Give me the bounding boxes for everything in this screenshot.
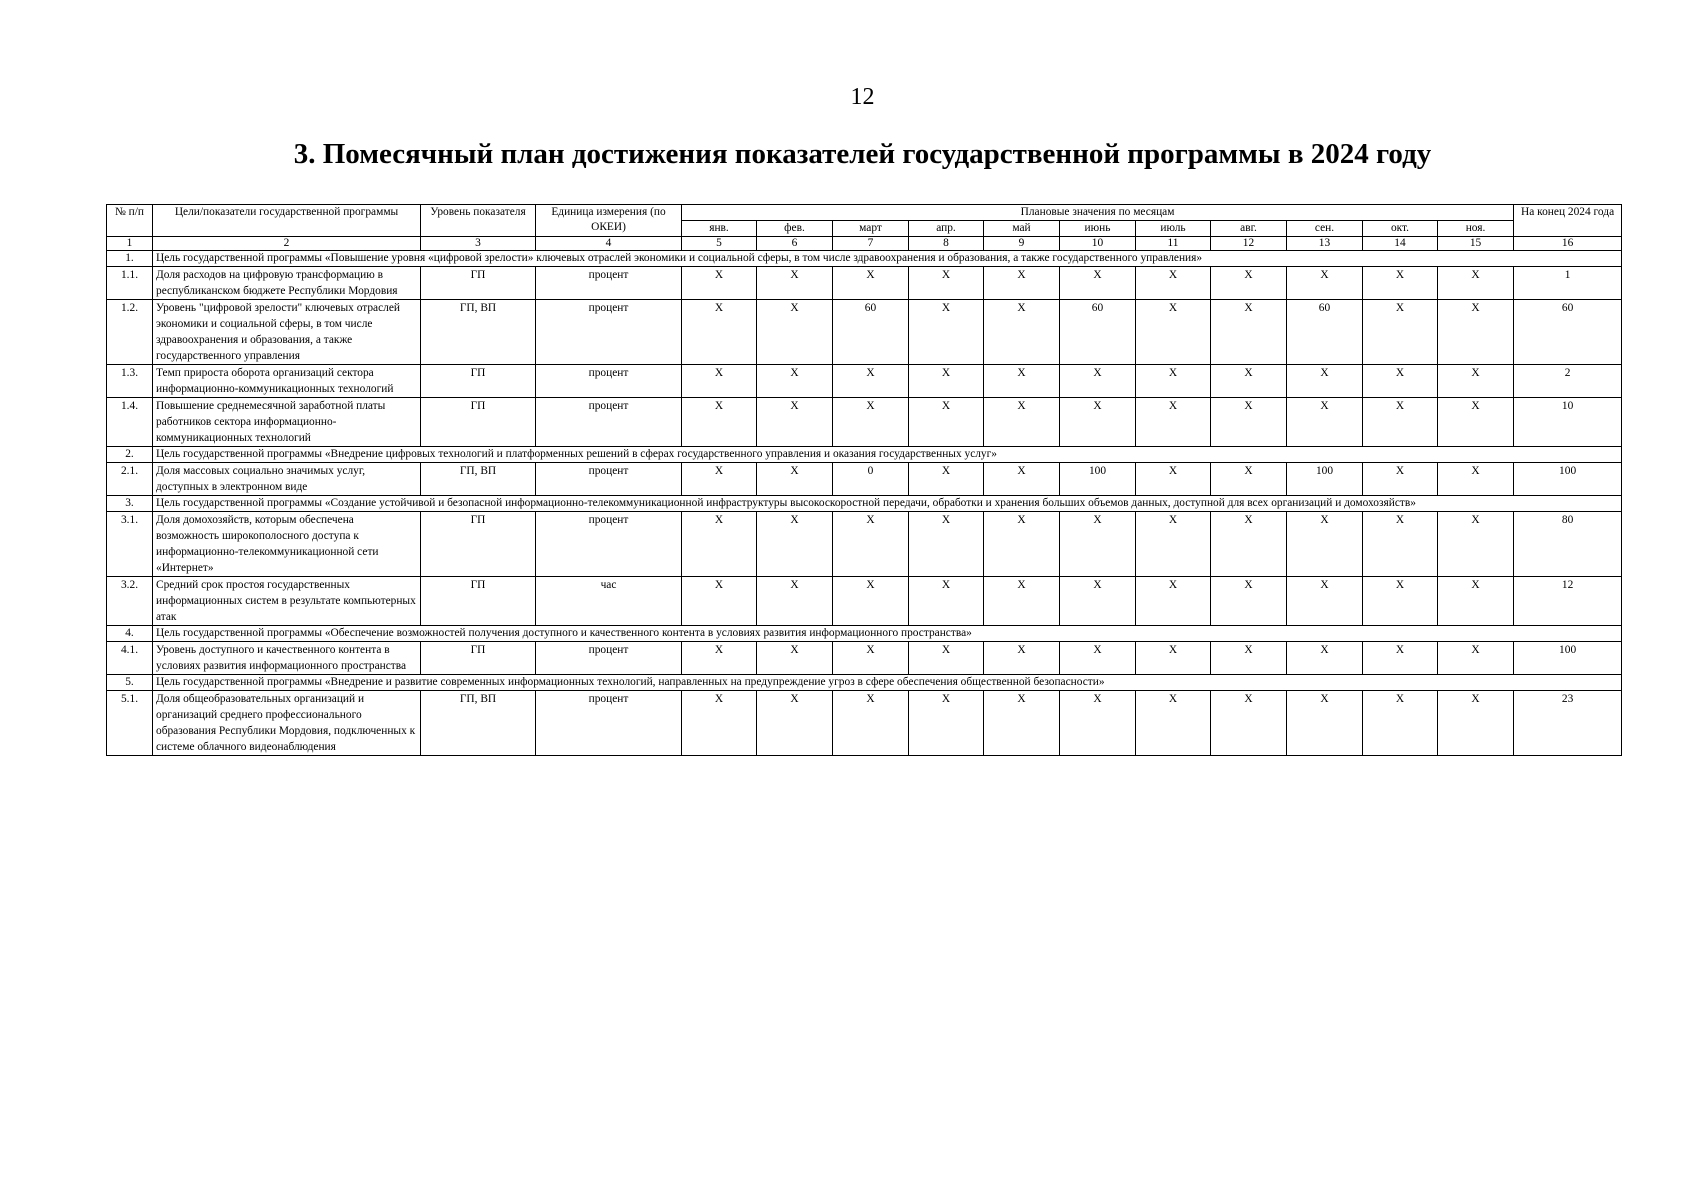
column-number: 9 (984, 237, 1060, 251)
row-number: 1.3. (107, 365, 153, 398)
column-number: 10 (1060, 237, 1136, 251)
column-number: 1 (107, 237, 153, 251)
end-of-year-value: 12 (1514, 577, 1622, 626)
column-number: 8 (909, 237, 984, 251)
month-value: X (757, 691, 833, 756)
indicator-level: ГП, ВП (421, 463, 536, 496)
month-value: X (909, 398, 984, 447)
column-number: 12 (1211, 237, 1287, 251)
month-value: X (909, 577, 984, 626)
page-title: 3. Помесячный план достижения показателей государственной программы в 2024 году (293, 138, 1432, 170)
month-value: X (833, 398, 909, 447)
column-number: 11 (1136, 237, 1211, 251)
month-value: X (984, 398, 1060, 447)
month-value: X (1287, 267, 1363, 300)
indicator-name: Средний срок простоя государственных информационных систем в результате компьютерных атак (153, 577, 421, 626)
header-no: № п/п (107, 205, 153, 237)
month-value: X (1363, 463, 1438, 496)
goal-text: Цель государственной программы «Создание устойчивой и безопасной информационно-телекоммуникационной инфраструктуры высокоскоростной передачи, обработки и хранения больших объемов данных, доступной для всех организаций и домохозяйств» (153, 496, 1622, 512)
month-value: X (1060, 577, 1136, 626)
month-value: X (833, 691, 909, 756)
month-value: X (1060, 398, 1136, 447)
end-of-year-value: 100 (1514, 642, 1622, 675)
month-value: X (909, 300, 984, 365)
month-value: X (984, 365, 1060, 398)
header-month: окт. (1363, 221, 1438, 237)
row-number: 1.4. (107, 398, 153, 447)
header-month: янв. (682, 221, 757, 237)
month-value: X (1363, 691, 1438, 756)
indicator-unit: процент (536, 267, 682, 300)
month-value: X (757, 365, 833, 398)
column-number: 5 (682, 237, 757, 251)
indicator-name: Доля общеобразовательных организаций и организаций среднего профессионального образования Республики Мордовия, подключенных к системе облачного видеонаблюдения (153, 691, 421, 756)
goal-text: Цель государственной программы «Внедрение и развитие современных информационных технологий, направленных на предупреждение угроз в сфере обеспечения общественной безопасности» (153, 675, 1622, 691)
month-value: X (1363, 365, 1438, 398)
month-value: X (1438, 463, 1514, 496)
month-value: X (833, 642, 909, 675)
month-value: X (1136, 365, 1211, 398)
month-value: X (984, 512, 1060, 577)
month-value: X (1136, 642, 1211, 675)
month-value: X (682, 398, 757, 447)
month-value: X (1287, 642, 1363, 675)
column-number: 16 (1514, 237, 1622, 251)
indicator-level: ГП (421, 398, 536, 447)
indicator-level: ГП, ВП (421, 691, 536, 756)
month-value: X (833, 577, 909, 626)
indicator-row (107, 691, 1622, 756)
month-value: X (757, 512, 833, 577)
indicator-level: ГП (421, 577, 536, 626)
indicator-unit: процент (536, 512, 682, 577)
month-value: X (1136, 512, 1211, 577)
month-value: X (1136, 691, 1211, 756)
month-value: X (1060, 691, 1136, 756)
header-month: апр. (909, 221, 984, 237)
end-of-year-value: 60 (1514, 300, 1622, 365)
indicator-level: ГП (421, 365, 536, 398)
end-of-year-value: 2 (1514, 365, 1622, 398)
indicator-name: Доля массовых социально значимых услуг, доступных в электронном виде (153, 463, 421, 496)
month-value: X (757, 300, 833, 365)
indicator-row (107, 463, 1622, 496)
month-value: X (757, 267, 833, 300)
month-value: X (1211, 463, 1287, 496)
month-value: 0 (833, 463, 909, 496)
indicator-name: Доля расходов на цифровую трансформацию в республиканском бюджете Республики Мордовия (153, 267, 421, 300)
header-monthly-group: Плановые значения по месяцам (682, 205, 1514, 221)
goal-text: Цель государственной программы «Внедрение цифровых технологий и платформенных решений в сферах государственного управления и оказания государственных услуг» (153, 447, 1622, 463)
month-value: X (1438, 691, 1514, 756)
month-value: X (1136, 267, 1211, 300)
month-value: X (909, 365, 984, 398)
header-unit: Единица измерения (по ОКЕИ) (536, 205, 682, 237)
month-value: X (1211, 577, 1287, 626)
indicator-unit: процент (536, 365, 682, 398)
row-number: 1. (107, 251, 153, 267)
month-value: X (909, 267, 984, 300)
indicator-unit: час (536, 577, 682, 626)
month-value: X (682, 577, 757, 626)
header-end-of-year: На конец 2024 года (1514, 205, 1622, 237)
indicator-level: ГП (421, 642, 536, 675)
month-value: X (682, 691, 757, 756)
month-value: X (984, 691, 1060, 756)
row-number: 4.1. (107, 642, 153, 675)
month-value: X (1211, 398, 1287, 447)
month-value: 100 (1060, 463, 1136, 496)
month-value: X (1363, 642, 1438, 675)
end-of-year-value: 100 (1514, 463, 1622, 496)
month-value: X (1211, 642, 1287, 675)
indicator-unit: процент (536, 691, 682, 756)
header-month: авг. (1211, 221, 1287, 237)
month-value: X (1136, 577, 1211, 626)
row-number: 3. (107, 496, 153, 512)
month-value: X (757, 642, 833, 675)
month-value: X (1287, 691, 1363, 756)
indicator-unit: процент (536, 463, 682, 496)
goal-row (107, 626, 1622, 642)
indicator-unit: процент (536, 300, 682, 365)
month-value: X (1287, 365, 1363, 398)
table-header (107, 205, 1622, 251)
month-value: X (757, 463, 833, 496)
indicator-row (107, 398, 1622, 447)
row-number: 1.2. (107, 300, 153, 365)
month-value: X (984, 642, 1060, 675)
goal-row (107, 496, 1622, 512)
header-month: май (984, 221, 1060, 237)
month-value: X (1136, 300, 1211, 365)
indicator-row (107, 365, 1622, 398)
month-value: X (1438, 267, 1514, 300)
month-value: X (682, 267, 757, 300)
row-number: 3.2. (107, 577, 153, 626)
indicator-name: Уровень доступного и качественного контента в условиях развития информационного пространства (153, 642, 421, 675)
month-value: X (682, 642, 757, 675)
month-value: X (833, 267, 909, 300)
column-number: 13 (1287, 237, 1363, 251)
indicator-row (107, 642, 1622, 675)
month-value: X (909, 642, 984, 675)
column-number: 3 (421, 237, 536, 251)
header-month: ноя. (1438, 221, 1514, 237)
end-of-year-value: 23 (1514, 691, 1622, 756)
column-number: 2 (153, 237, 421, 251)
month-value: X (1363, 398, 1438, 447)
month-value: X (984, 463, 1060, 496)
indicator-level: ГП (421, 512, 536, 577)
indicator-unit: процент (536, 642, 682, 675)
month-value: X (1287, 512, 1363, 577)
column-number: 7 (833, 237, 909, 251)
indicator-name: Уровень "цифровой зрелости" ключевых отраслей экономики и социальной сферы, в том числе здравоохранения и образования, а также государственного управления (153, 300, 421, 365)
month-value: 60 (1287, 300, 1363, 365)
month-value: X (682, 365, 757, 398)
column-numbers-row (107, 237, 1622, 251)
month-value: X (1136, 463, 1211, 496)
month-value: X (909, 691, 984, 756)
month-value: X (833, 512, 909, 577)
month-value: X (1211, 691, 1287, 756)
end-of-year-value: 80 (1514, 512, 1622, 577)
month-value: X (1438, 398, 1514, 447)
indicator-name: Доля домохозяйств, которым обеспечена возможность широкополосного доступа к информационно-телекоммуникационной сети «Интернет» (153, 512, 421, 577)
header-month: июнь (1060, 221, 1136, 237)
month-value: X (1363, 512, 1438, 577)
month-value: X (682, 512, 757, 577)
indicator-unit: процент (536, 398, 682, 447)
month-value: X (757, 577, 833, 626)
month-value: 60 (1060, 300, 1136, 365)
header-month: сен. (1287, 221, 1363, 237)
month-value: X (1136, 398, 1211, 447)
header-month: июль (1136, 221, 1211, 237)
month-value: X (1438, 577, 1514, 626)
column-number: 6 (757, 237, 833, 251)
row-number: 3.1. (107, 512, 153, 577)
month-value: X (682, 463, 757, 496)
month-value: X (1211, 512, 1287, 577)
row-number: 2.1. (107, 463, 153, 496)
row-number: 5. (107, 675, 153, 691)
month-value: X (1211, 365, 1287, 398)
month-value: X (1060, 512, 1136, 577)
indicator-name: Темп прироста оборота организаций сектора информационно-коммуникационных технологий (153, 365, 421, 398)
month-value: X (909, 463, 984, 496)
header-month: март (833, 221, 909, 237)
month-value: X (984, 300, 1060, 365)
row-number: 2. (107, 447, 153, 463)
column-number: 14 (1363, 237, 1438, 251)
month-value: X (757, 398, 833, 447)
indicator-name: Повышение среднемесячной заработной платы работников сектора информационно-коммуникационных технологий (153, 398, 421, 447)
row-number: 1.1. (107, 267, 153, 300)
month-value: X (984, 577, 1060, 626)
month-value: X (1060, 267, 1136, 300)
month-value: X (1211, 300, 1287, 365)
month-value: X (1211, 267, 1287, 300)
indicator-row (107, 267, 1622, 300)
header-level: Уровень показателя (421, 205, 536, 237)
goal-row (107, 447, 1622, 463)
month-value: 100 (1287, 463, 1363, 496)
goal-text: Цель государственной программы «Обеспечение возможностей получения доступного и качественного контента в условиях развития информационного пространства» (153, 626, 1622, 642)
month-value: X (1287, 577, 1363, 626)
month-value: X (1363, 577, 1438, 626)
header-indicator: Цели/показатели государственной программы (153, 205, 421, 237)
page-number: 12 (850, 84, 875, 110)
month-value: X (909, 512, 984, 577)
indicator-level: ГП, ВП (421, 300, 536, 365)
row-number: 4. (107, 626, 153, 642)
month-value: X (833, 365, 909, 398)
column-number: 4 (536, 237, 682, 251)
indicator-row (107, 577, 1622, 626)
month-value: X (1060, 365, 1136, 398)
month-value: X (1363, 300, 1438, 365)
month-value: X (1438, 642, 1514, 675)
goal-row (107, 675, 1622, 691)
month-value: X (1438, 300, 1514, 365)
goal-text: Цель государственной программы «Повышение уровня «цифровой зрелости» ключевых отраслей экономики и социальной сферы, в том числе здравоохранения и образования, а также государственного управления» (153, 251, 1622, 267)
goal-row (107, 251, 1622, 267)
month-value: X (984, 267, 1060, 300)
month-value: X (1363, 267, 1438, 300)
column-number: 15 (1438, 237, 1514, 251)
monthly-plan-table (106, 204, 1622, 756)
indicator-level: ГП (421, 267, 536, 300)
indicator-row (107, 300, 1622, 365)
end-of-year-value: 1 (1514, 267, 1622, 300)
month-value: X (1060, 642, 1136, 675)
end-of-year-value: 10 (1514, 398, 1622, 447)
month-value: X (1438, 365, 1514, 398)
header-month: фев. (757, 221, 833, 237)
indicator-row (107, 512, 1622, 577)
month-value: 60 (833, 300, 909, 365)
month-value: X (1438, 512, 1514, 577)
month-value: X (1287, 398, 1363, 447)
row-number: 5.1. (107, 691, 153, 756)
table-body (107, 251, 1622, 756)
month-value: X (682, 300, 757, 365)
